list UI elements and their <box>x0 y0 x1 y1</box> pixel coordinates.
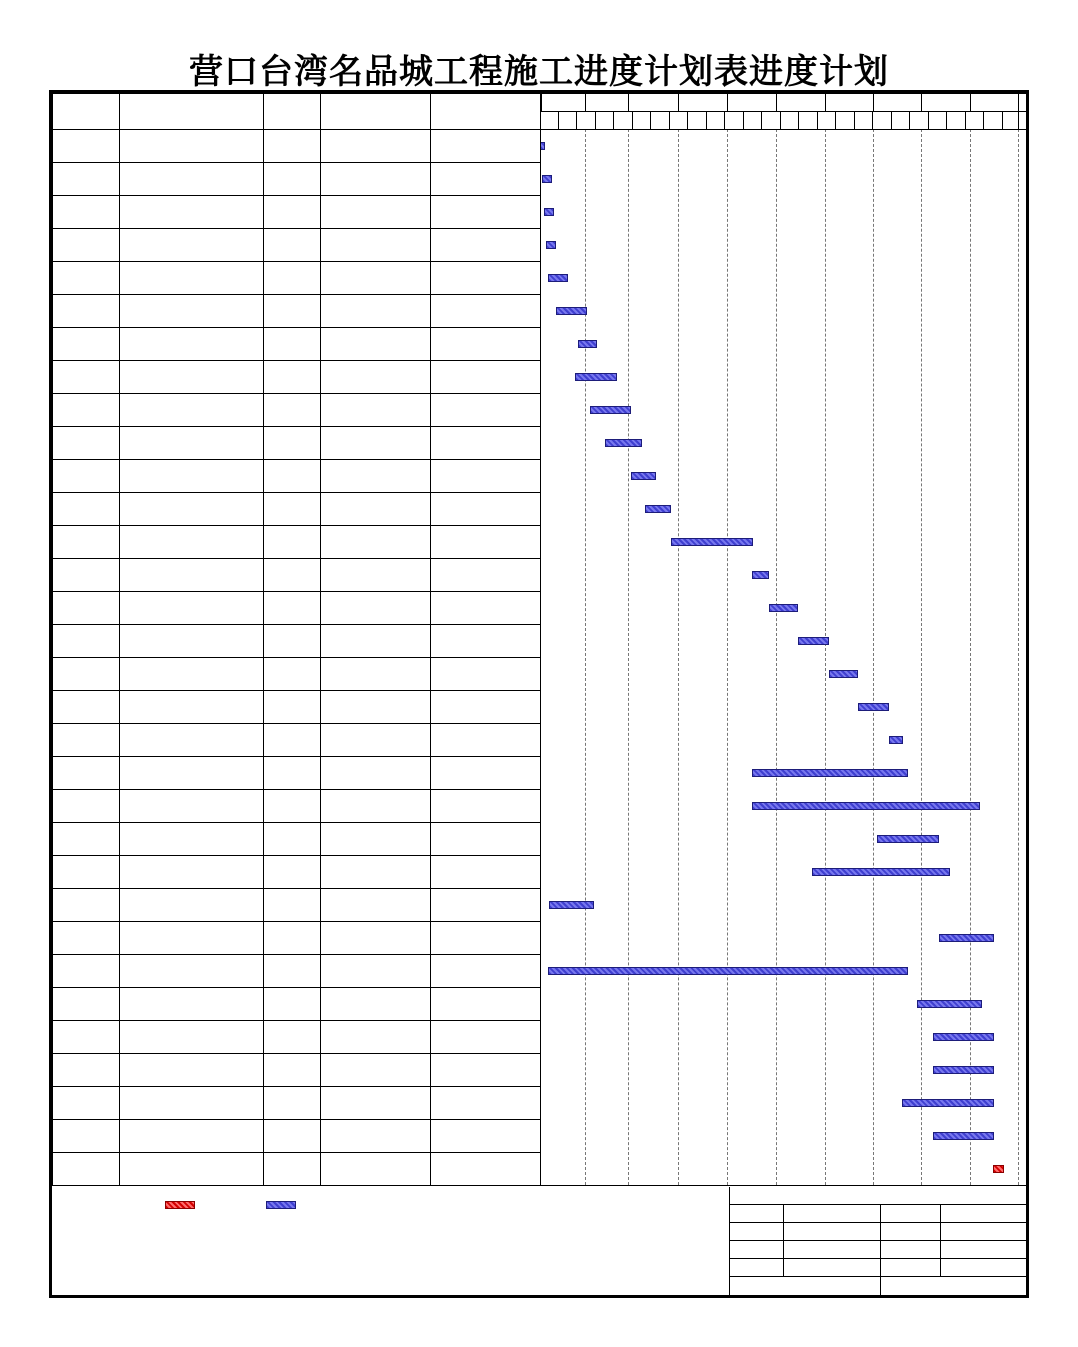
gantt-bar <box>858 703 889 711</box>
task-name <box>131 692 261 723</box>
day-divider <box>743 111 744 129</box>
month-gridline <box>970 129 971 1185</box>
row-divider <box>52 426 540 427</box>
task-name <box>131 725 261 756</box>
gantt-bar <box>877 835 939 843</box>
page-title: 营口台湾名品城工程施工进度计划表进度计划 <box>189 52 889 92</box>
gantt-bar <box>829 670 859 678</box>
column-divider <box>119 93 120 1185</box>
day-divider <box>669 111 670 129</box>
month-divider <box>541 93 542 111</box>
task-name <box>131 866 261 897</box>
month-divider <box>825 93 826 111</box>
month-gridline <box>776 129 777 1185</box>
info-row-line <box>729 1204 1027 1205</box>
day-divider <box>835 111 836 129</box>
task-name <box>131 329 261 360</box>
month-divider <box>678 93 679 111</box>
day-divider <box>558 111 559 129</box>
row-divider <box>52 888 540 889</box>
month-gridline <box>825 129 826 1185</box>
row-divider <box>52 624 540 625</box>
task-name <box>131 1097 261 1128</box>
task-name <box>131 899 261 930</box>
day-divider <box>1018 111 1019 129</box>
row-divider <box>52 294 540 295</box>
gantt-bar <box>631 472 657 480</box>
task-name <box>131 833 261 864</box>
row-divider <box>52 393 540 394</box>
day-divider <box>872 111 873 129</box>
row-divider <box>52 1152 540 1153</box>
task-name <box>131 272 261 303</box>
gantt-bar <box>933 1033 994 1041</box>
gantt-bar <box>889 736 904 744</box>
gantt-bar <box>544 208 554 216</box>
day-divider <box>1027 111 1028 129</box>
day-divider <box>909 111 910 129</box>
day-divider <box>854 111 855 129</box>
task-name <box>131 470 261 501</box>
task-name <box>131 404 261 435</box>
day-divider <box>613 111 614 129</box>
gantt-bar <box>902 1099 994 1107</box>
month-gridline <box>921 129 922 1185</box>
day-divider <box>595 111 596 129</box>
row-divider <box>52 195 540 196</box>
task-name <box>131 659 261 690</box>
day-divider <box>817 111 818 129</box>
task-name <box>131 569 261 600</box>
month-gridline <box>1018 129 1019 1185</box>
row-divider <box>52 987 540 988</box>
row-divider <box>52 228 540 229</box>
task-name <box>131 998 261 1029</box>
row-divider <box>52 591 540 592</box>
gantt-bar <box>575 373 616 381</box>
task-name <box>131 206 261 237</box>
row-divider <box>52 360 540 361</box>
day-divider <box>576 111 577 129</box>
gantt-bar <box>752 802 981 810</box>
gantt-bar <box>578 340 597 348</box>
row-divider <box>52 657 540 658</box>
row-divider <box>52 1053 540 1054</box>
task-name <box>131 1031 261 1062</box>
legend-critical-swatch <box>165 1201 195 1209</box>
gantt-bar <box>549 901 594 909</box>
month-divider <box>776 93 777 111</box>
gantt-bar <box>993 1165 1004 1173</box>
task-name <box>131 140 261 171</box>
gantt-bar <box>548 967 909 975</box>
month-divider <box>628 93 629 111</box>
info-col-line <box>880 1204 881 1296</box>
gantt-bar <box>769 604 799 612</box>
row-divider <box>52 723 540 724</box>
month-divider <box>873 93 874 111</box>
day-divider <box>983 111 984 129</box>
column-divider <box>52 93 53 1185</box>
day-divider <box>706 111 707 129</box>
row-divider <box>52 954 540 955</box>
task-name <box>131 1163 261 1194</box>
month-divider <box>1018 93 1019 111</box>
day-divider <box>928 111 929 129</box>
gantt-bar <box>933 1132 994 1140</box>
day-divider <box>780 111 781 129</box>
task-name <box>131 503 261 534</box>
gantt-bar <box>933 1066 994 1074</box>
info-row-line <box>729 1222 1027 1223</box>
row-divider <box>52 459 540 460</box>
gantt-bar <box>812 868 950 876</box>
gantt-bar <box>752 769 909 777</box>
day-divider <box>650 111 651 129</box>
legend-normal-swatch <box>266 1201 296 1209</box>
row-divider <box>52 822 540 823</box>
info-col-line <box>783 1204 784 1276</box>
day-divider <box>891 111 892 129</box>
column-divider <box>540 93 541 1185</box>
task-name <box>131 1064 261 1095</box>
gantt-bar <box>590 406 630 414</box>
month-gridline <box>585 129 586 1185</box>
task-name <box>131 965 261 996</box>
month-gridline <box>727 129 728 1185</box>
task-name <box>131 437 261 468</box>
column-divider <box>263 93 264 1185</box>
gantt-bar <box>645 505 671 513</box>
task-name <box>131 371 261 402</box>
day-divider <box>724 111 725 129</box>
row-divider <box>52 1119 540 1120</box>
month-divider <box>727 93 728 111</box>
table-bottom-line <box>52 1185 1027 1186</box>
row-divider <box>52 1086 540 1087</box>
task-name <box>131 626 261 657</box>
row-divider <box>52 261 540 262</box>
row-divider <box>52 690 540 691</box>
row-divider <box>52 1020 540 1021</box>
column-divider <box>430 93 431 1185</box>
row-divider <box>52 855 540 856</box>
task-name <box>131 239 261 270</box>
day-divider <box>540 111 541 129</box>
month-gridline <box>873 129 874 1185</box>
gantt-bar <box>605 439 642 447</box>
gantt-bar <box>752 571 769 579</box>
gantt-bar <box>542 175 552 183</box>
row-divider <box>52 756 540 757</box>
gantt-bar <box>546 241 556 249</box>
task-name <box>131 536 261 567</box>
task-name <box>131 800 261 831</box>
day-divider <box>687 111 688 129</box>
row-divider <box>52 492 540 493</box>
info-row-line <box>729 1276 1027 1277</box>
day-divider <box>798 111 799 129</box>
info-col-line <box>940 1204 941 1276</box>
day-divider <box>1002 111 1003 129</box>
day-divider <box>761 111 762 129</box>
row-divider <box>52 327 540 328</box>
task-name <box>131 767 261 798</box>
column-divider <box>320 93 321 1185</box>
month-divider <box>921 93 922 111</box>
task-name <box>131 173 261 204</box>
month-divider <box>585 93 586 111</box>
gantt-bar <box>671 538 753 546</box>
row-divider <box>52 789 540 790</box>
gantt-bar <box>939 934 994 942</box>
row-divider <box>52 162 540 163</box>
task-name <box>131 1130 261 1161</box>
gantt-bar <box>556 307 588 315</box>
info-row-line <box>729 1240 1027 1241</box>
month-gridline <box>628 129 629 1185</box>
gantt-bar <box>548 274 568 282</box>
day-divider <box>965 111 966 129</box>
task-name <box>131 932 261 963</box>
info-row-line <box>729 1258 1027 1259</box>
gantt-bar <box>798 637 829 645</box>
month-divider <box>970 93 971 111</box>
row-divider <box>52 525 540 526</box>
row-divider <box>52 921 540 922</box>
day-divider <box>632 111 633 129</box>
gantt-bar <box>917 1000 982 1008</box>
day-divider <box>946 111 947 129</box>
row-divider <box>52 558 540 559</box>
month-gridline <box>678 129 679 1185</box>
